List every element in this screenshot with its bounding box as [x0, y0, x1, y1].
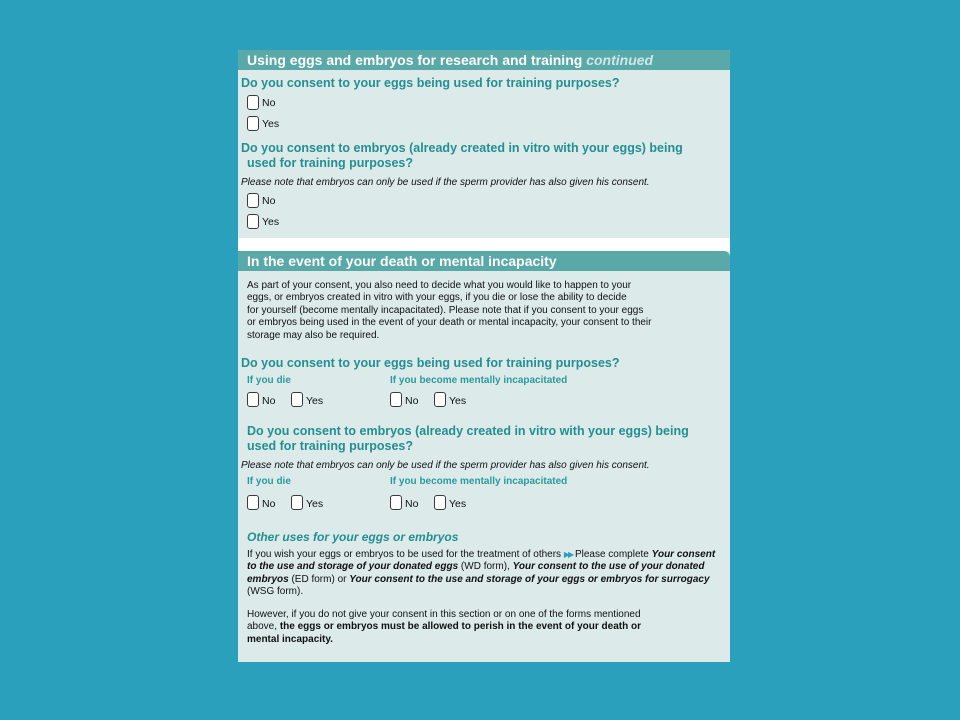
option-label-yes: Yes	[262, 118, 280, 130]
intro-paragraph	[247, 280, 652, 342]
intro-line: eggs, or embryos created in vitro with your eggs, if you die or lose the ability to decide	[247, 292, 627, 304]
sperm-provider-note: Please note that embryos can only be used if the sperm provider has also given his consent.	[241, 177, 650, 188]
checkbox-eggs-training-yes[interactable]	[247, 116, 259, 131]
question-embryos-training-line1: Do you consent to embryos (already created in vitro with your eggs) being	[241, 141, 683, 155]
perish-text: However, if you do not give your consent in this section or on one of the forms mentioned	[247, 609, 641, 620]
section-header-research	[238, 50, 730, 70]
section-title: Using eggs and embryos for research and training	[247, 52, 583, 68]
ed-form-reference-start: Your consent to	[512, 561, 589, 573]
label-if-incapacitated: If you become mentally incapacitated	[390, 476, 568, 487]
intro-line: or embryos being used in the event of your death or mental incapacity, your consent to their	[247, 317, 652, 329]
label-if-incapacitated: If you become mentally incapacitated	[390, 375, 568, 386]
question-eggs-training: Do you consent to your eggs being used for training purposes?	[241, 76, 620, 90]
section-header-death	[238, 251, 730, 271]
wsg-form-reference-start: Your consent to the use and storage of	[349, 573, 535, 585]
checkbox-eggs-die-yes[interactable]	[291, 392, 303, 407]
checkbox-eggs-incap-no[interactable]	[390, 392, 402, 407]
option-label-yes: Yes	[306, 395, 324, 407]
checkbox-embryos-training-yes[interactable]	[247, 214, 259, 229]
research-training-panel	[238, 50, 730, 238]
checkbox-embryos-die-yes[interactable]	[291, 495, 303, 510]
death-incapacity-panel	[238, 251, 730, 662]
section-title: In the event of your death or mental incapacity	[247, 253, 557, 269]
question-eggs-training-death: Do you consent to your eggs being used for training purposes?	[241, 356, 620, 370]
option-label-yes: Yes	[306, 498, 324, 510]
section-title-suffix: continued	[586, 52, 654, 68]
checkbox-eggs-die-no[interactable]	[247, 392, 259, 407]
double-right-arrow-icon: ▶▶	[563, 550, 573, 559]
label-if-you-die: If you die	[247, 476, 291, 487]
option-label-no: No	[262, 195, 276, 207]
perish-bold-text: mental incapacity.	[247, 633, 333, 645]
intro-line: As part of your consent, you also need to decide what you would like to happen to your	[247, 280, 632, 291]
option-label-no: No	[405, 498, 419, 510]
sperm-provider-note: Please note that embryos can only be used if the sperm provider has also given his consent.	[241, 460, 650, 471]
other-uses-text: If you wish your eggs or embryos to be used for the treatment of others	[247, 549, 562, 560]
checkbox-eggs-training-no[interactable]	[247, 95, 259, 110]
question-embryos-training-line2: used for training purposes?	[247, 156, 413, 170]
option-label-no: No	[262, 498, 276, 510]
intro-line: for yourself (become mentally incapacitated). Please note that if you consent to your eggs	[247, 304, 644, 316]
checkbox-embryos-die-no[interactable]	[247, 495, 259, 510]
question-embryos-training-death-line2: used for training purposes?	[247, 439, 413, 453]
wd-form-reference: Your consent to the use and storage of your donated eggs	[247, 549, 716, 573]
perish-bold-text: the eggs or embryos must be allowed to perish in the event of your death or	[279, 621, 641, 633]
checkbox-eggs-incap-yes[interactable]	[434, 392, 446, 407]
other-uses-heading: Other uses for your eggs or embryos	[247, 530, 459, 544]
question-embryos-training-death-line1: Do you consent to embryos (already created in vitro with your eggs) being	[247, 424, 689, 438]
perish-paragraph	[247, 609, 725, 646]
other-uses-text: (WSG form).	[247, 586, 304, 598]
option-label-yes: Yes	[449, 395, 467, 407]
option-label-no: No	[405, 395, 419, 407]
ed-form-reference: the use of your donated embryos	[247, 561, 705, 585]
checkbox-embryos-incap-no[interactable]	[390, 495, 402, 510]
wsg-form-reference: your eggs or embryos for surrogacy	[537, 573, 710, 585]
checkbox-embryos-incap-yes[interactable]	[434, 495, 446, 510]
other-uses-paragraph	[247, 549, 725, 599]
form-page	[238, 50, 730, 662]
other-uses-text: (ED form) or	[291, 573, 347, 585]
perish-text: above,	[247, 621, 278, 633]
option-label-yes: Yes	[262, 216, 280, 228]
other-uses-text: Please complete	[574, 549, 649, 560]
option-label-yes: Yes	[449, 498, 467, 510]
intro-line: storage may also be required.	[247, 329, 380, 341]
option-label-no: No	[262, 395, 276, 407]
checkbox-embryos-training-no[interactable]	[247, 193, 259, 208]
option-label-no: No	[262, 97, 276, 109]
label-if-you-die: If you die	[247, 375, 291, 386]
other-uses-text: (WD form),	[460, 561, 510, 573]
